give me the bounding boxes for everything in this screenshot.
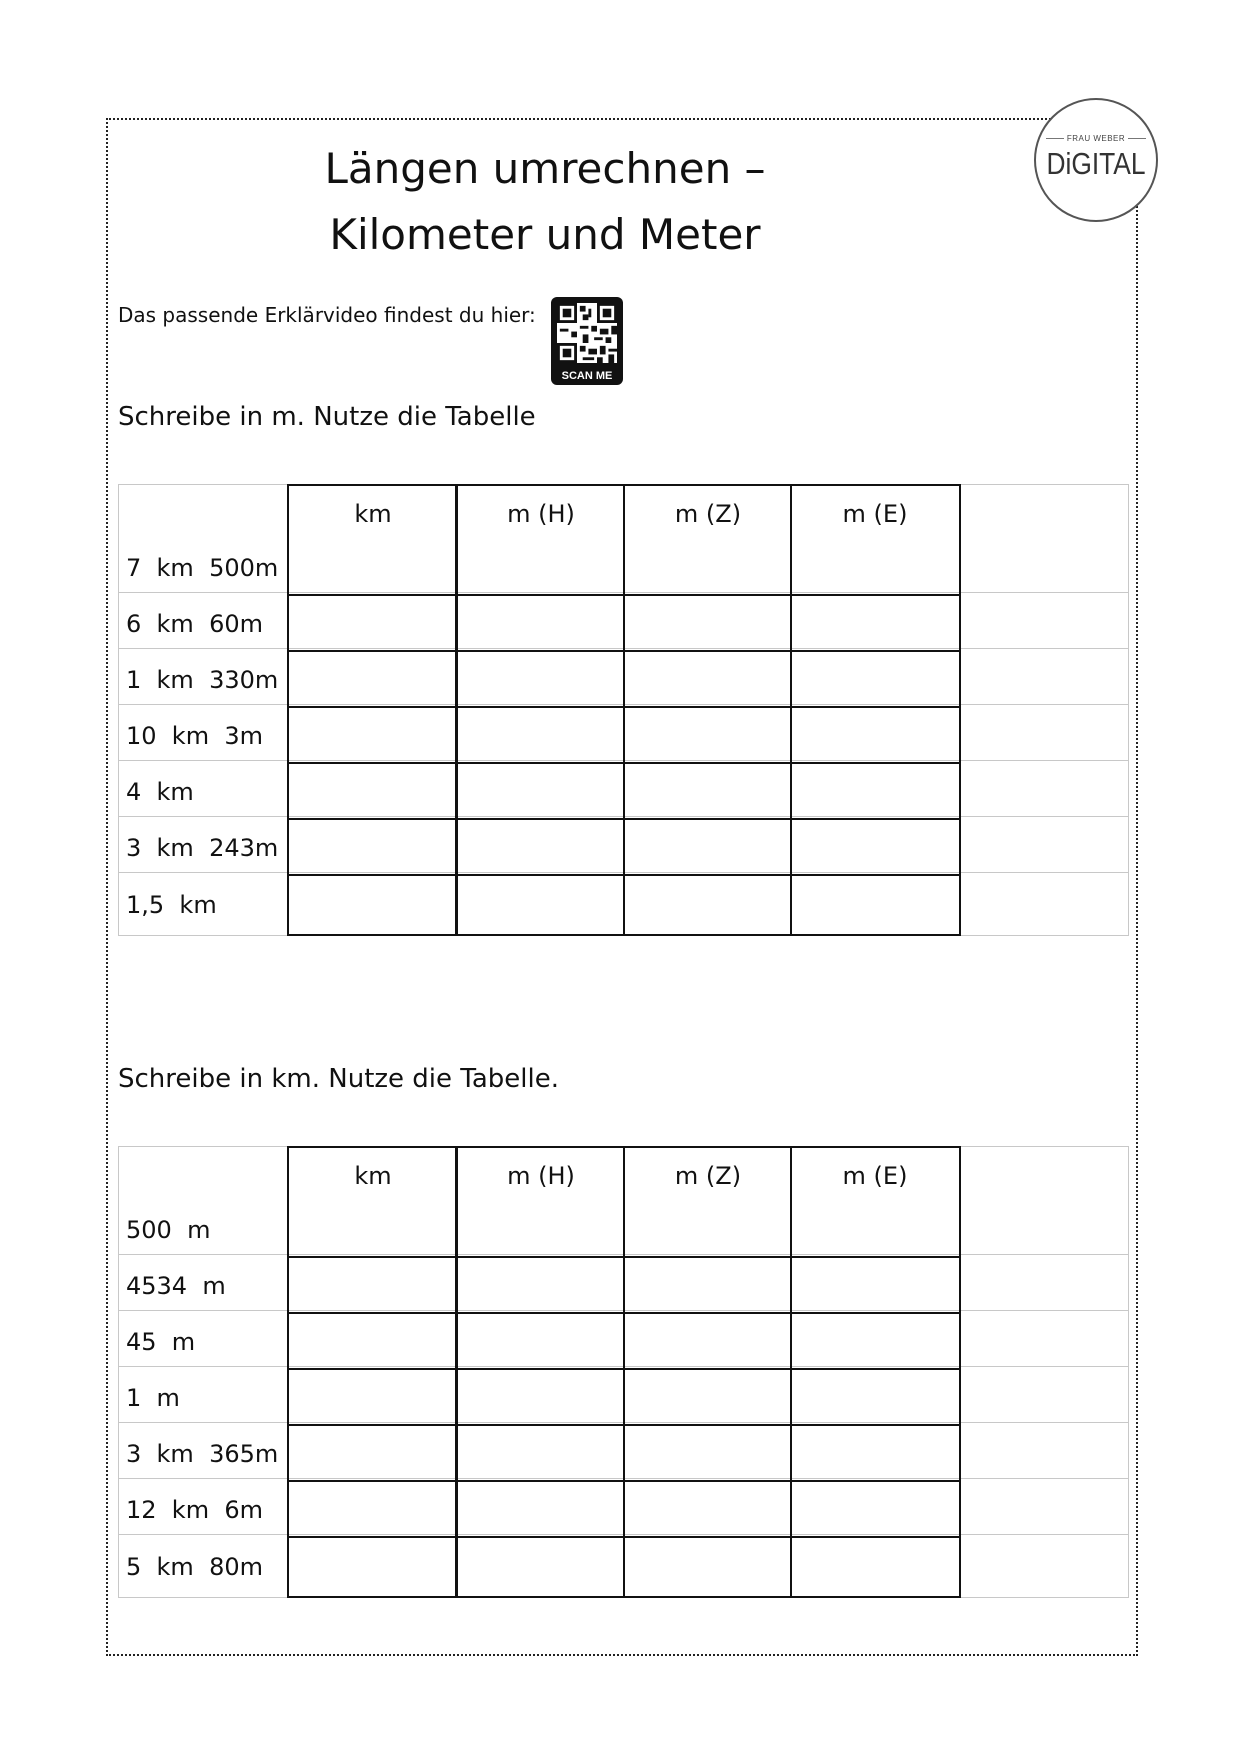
- worksheet-table-1: [118, 484, 1129, 936]
- row-label: 1 km 330m: [126, 666, 279, 694]
- row-label: 3 km 365m: [126, 1440, 279, 1468]
- grid-line: [455, 486, 458, 934]
- column-header-km: km: [354, 500, 392, 528]
- row-label: 7 km 500m: [126, 554, 279, 582]
- qr-scan-label: SCAN ME: [561, 370, 613, 382]
- answer-grid: [287, 484, 961, 936]
- row-label: 1 m: [126, 1384, 180, 1412]
- logo-subtitle: FRAU WEBER: [1036, 134, 1156, 143]
- instruction-2: Schreibe in km. Nutze die Tabelle.: [118, 1064, 559, 1094]
- title-line-1: Längen umrechnen –: [324, 144, 766, 193]
- row-label: 10 km 3m: [126, 722, 263, 750]
- row-label: 12 km 6m: [126, 1496, 263, 1524]
- grid-line: [623, 1148, 625, 1596]
- column-header-m-e: m (E): [842, 500, 908, 528]
- qr-code-icon[interactable]: [551, 297, 623, 385]
- qr-pattern: [557, 303, 617, 363]
- row-label: 4 km: [126, 778, 194, 806]
- guide-line: [1128, 1146, 1129, 1598]
- row-label: 500 m: [126, 1216, 211, 1244]
- row-label: 3 km 243m: [126, 834, 279, 862]
- video-hint: Das passende Erklärvideo findest du hier:: [118, 303, 536, 327]
- title-line-2: Kilometer und Meter: [329, 210, 761, 259]
- column-header-m-h: m (H): [507, 500, 575, 528]
- column-header-m-z: m (Z): [674, 1162, 742, 1190]
- guide-line: [1128, 484, 1129, 936]
- row-label: 45 m: [126, 1328, 196, 1356]
- column-header-m-h: m (H): [507, 1162, 575, 1190]
- row-label: 1,5 km: [126, 891, 217, 919]
- answer-grid: [287, 1146, 961, 1598]
- grid-line: [790, 486, 792, 934]
- row-label: 5 km 80m: [126, 1553, 263, 1581]
- column-header-km: km: [354, 1162, 392, 1190]
- row-label: 4534 m: [126, 1272, 226, 1300]
- logo-wordmark: DiGITAL: [1046, 146, 1146, 181]
- guide-line: [118, 1146, 119, 1598]
- worksheet-table-2: [118, 1146, 1129, 1598]
- column-header-m-z: m (Z): [674, 500, 742, 528]
- column-header-m-e: m (E): [842, 1162, 908, 1190]
- page-title: [0, 136, 1090, 268]
- row-label: 6 km 60m: [126, 610, 263, 638]
- grid-line: [455, 1148, 458, 1596]
- grid-line: [623, 486, 625, 934]
- grid-line: [790, 1148, 792, 1596]
- instruction-1: Schreibe in m. Nutze die Tabelle: [118, 402, 536, 432]
- guide-line: [118, 484, 119, 936]
